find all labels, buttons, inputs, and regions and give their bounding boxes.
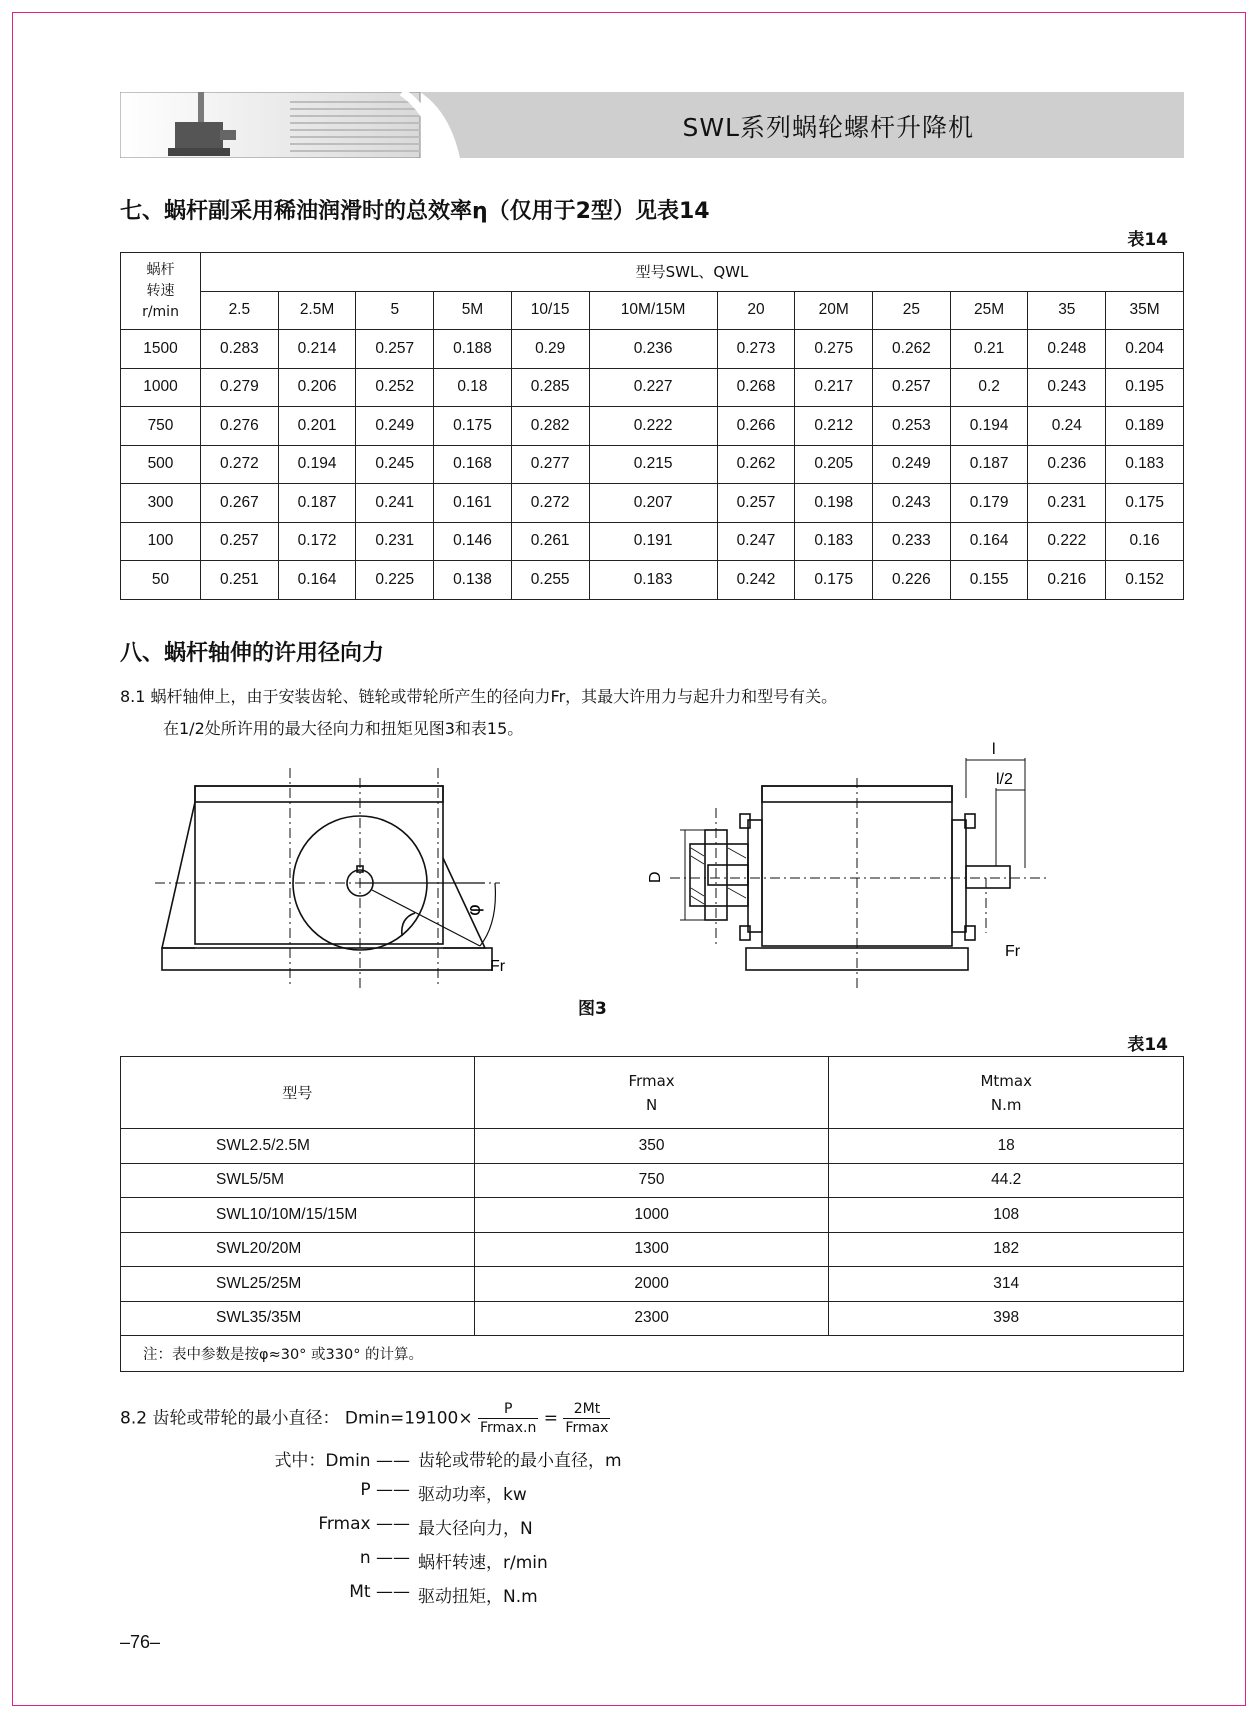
table14-label: 表14 bbox=[1127, 230, 1168, 250]
mtmax-cell: 182 bbox=[829, 1232, 1184, 1267]
frmax-cell: 350 bbox=[474, 1129, 829, 1164]
efficiency-cell: 0.29 bbox=[511, 330, 589, 369]
legend-sym: 式中：Dmin —— bbox=[274, 1451, 410, 1471]
efficiency-cell: 0.283 bbox=[201, 330, 279, 369]
efficiency-cell: 0.277 bbox=[511, 445, 589, 484]
efficiency-cell: 0.187 bbox=[278, 484, 356, 523]
efficiency-cell: 0.272 bbox=[511, 484, 589, 523]
efficiency-cell: 0.194 bbox=[950, 407, 1028, 446]
efficiency-cell: 0.183 bbox=[795, 522, 873, 561]
efficiency-cell: 0.276 bbox=[201, 407, 279, 446]
efficiency-cell: 0.204 bbox=[1106, 330, 1184, 369]
efficiency-cell: 0.172 bbox=[278, 522, 356, 561]
efficiency-cell: 0.241 bbox=[356, 484, 434, 523]
efficiency-cell: 0.222 bbox=[1028, 522, 1106, 561]
l2-label: l/2 bbox=[996, 771, 1013, 788]
efficiency-cell: 0.207 bbox=[589, 484, 717, 523]
frmax-cell: 2000 bbox=[474, 1267, 829, 1302]
efficiency-cell: 0.257 bbox=[873, 368, 951, 407]
table-row bbox=[121, 407, 1184, 446]
mtmax-cell: 314 bbox=[829, 1267, 1184, 1302]
efficiency-cell: 0.253 bbox=[873, 407, 951, 446]
efficiency-cell: 0.152 bbox=[1106, 561, 1184, 600]
legend-descriptions bbox=[418, 1446, 818, 1616]
efficiency-cell: 0.261 bbox=[511, 522, 589, 561]
efficiency-cell: 0.243 bbox=[873, 484, 951, 523]
efficiency-cell: 0.175 bbox=[795, 561, 873, 600]
efficiency-cell: 0.252 bbox=[356, 368, 434, 407]
efficiency-cell: 0.249 bbox=[873, 445, 951, 484]
figure3-caption: 图3 bbox=[578, 999, 607, 1019]
speed-cell: 100 bbox=[121, 522, 201, 561]
table15-label: 表14 bbox=[1127, 1035, 1168, 1055]
speed-cell: 1000 bbox=[121, 368, 201, 407]
speed-cell: 300 bbox=[121, 484, 201, 523]
table-row bbox=[121, 484, 1184, 523]
model-cell: SWL35/35M bbox=[121, 1301, 475, 1336]
speed-cell: 500 bbox=[121, 445, 201, 484]
efficiency-cell: 0.161 bbox=[434, 484, 512, 523]
radial-force-table bbox=[120, 1056, 1184, 1372]
l-label: l bbox=[992, 741, 996, 758]
gearbox-icon bbox=[175, 122, 223, 152]
efficiency-cell: 0.257 bbox=[717, 484, 795, 523]
efficiency-cell: 0.16 bbox=[1106, 522, 1184, 561]
efficiency-cell: 0.195 bbox=[1106, 368, 1184, 407]
efficiency-cell: 0.268 bbox=[717, 368, 795, 407]
fr-label-right: Fr bbox=[1005, 943, 1021, 960]
efficiency-cell: 0.24 bbox=[1028, 407, 1106, 446]
efficiency-cell: 0.249 bbox=[356, 407, 434, 446]
table-row bbox=[121, 330, 1184, 369]
model-cell: SWL2.5/2.5M bbox=[121, 1129, 475, 1164]
formula-8-2 bbox=[120, 1400, 610, 1437]
para-8-1-line1: 8.1 蜗杆轴伸上，由于安装齿轮、链轮或带轮所产生的径向力Fr，其最大许用力与起升力和型号有关。 bbox=[120, 687, 838, 706]
efficiency-cell: 0.155 bbox=[950, 561, 1028, 600]
table-row bbox=[121, 1198, 1184, 1233]
efficiency-cell: 0.231 bbox=[356, 522, 434, 561]
model-column-header: 2.5M bbox=[278, 291, 356, 330]
efficiency-cell: 0.248 bbox=[1028, 330, 1106, 369]
efficiency-cell: 0.262 bbox=[873, 330, 951, 369]
speed-cell: 1500 bbox=[121, 330, 201, 369]
efficiency-cell: 0.231 bbox=[1028, 484, 1106, 523]
efficiency-cell: 0.194 bbox=[278, 445, 356, 484]
right-shaft bbox=[966, 866, 1010, 888]
mtmax-cell: 398 bbox=[829, 1301, 1184, 1336]
model-cell: SWL5/5M bbox=[121, 1163, 475, 1198]
model-column-header: 20 bbox=[717, 291, 795, 330]
fraction-1: $\frac{P}{Frmax.n}$ bbox=[479, 1401, 537, 1436]
efficiency-cell: 0.251 bbox=[201, 561, 279, 600]
legend-sym: Mt —— bbox=[349, 1582, 410, 1602]
efficiency-cell: 0.21 bbox=[950, 330, 1028, 369]
efficiency-cell: 0.266 bbox=[717, 407, 795, 446]
efficiency-cell: 0.183 bbox=[1106, 445, 1184, 484]
table-note: 注：表中参数是按φ≈30° 或330° 的计算。 bbox=[121, 1336, 1184, 1372]
efficiency-cell: 0.279 bbox=[201, 368, 279, 407]
efficiency-cell: 0.146 bbox=[434, 522, 512, 561]
model-column-header: 10M/15M bbox=[589, 291, 717, 330]
section8-heading: 八、蜗杆轴伸的许用径向力 bbox=[120, 641, 385, 666]
legend-desc: 驱动功率，kw bbox=[418, 1485, 527, 1505]
mtmax-cell: 108 bbox=[829, 1198, 1184, 1233]
formula-lhs: Dmin=19100× bbox=[344, 1408, 473, 1429]
efficiency-cell: 0.201 bbox=[278, 407, 356, 446]
efficiency-cell: 0.243 bbox=[1028, 368, 1106, 407]
frmax-cell: 2300 bbox=[474, 1301, 829, 1336]
model-column-header: 35M bbox=[1106, 291, 1184, 330]
efficiency-cell: 0.222 bbox=[589, 407, 717, 446]
efficiency-cell: 0.187 bbox=[950, 445, 1028, 484]
efficiency-cell: 0.262 bbox=[717, 445, 795, 484]
efficiency-cell: 0.212 bbox=[795, 407, 873, 446]
figure3-drawing bbox=[150, 738, 1050, 988]
efficiency-cell: 0.275 bbox=[795, 330, 873, 369]
efficiency-cell: 0.189 bbox=[1106, 407, 1184, 446]
efficiency-cell: 0.206 bbox=[278, 368, 356, 407]
mtmax-cell: 44.2 bbox=[829, 1163, 1184, 1198]
efficiency-cell: 0.198 bbox=[795, 484, 873, 523]
legend-sym: n —— bbox=[359, 1548, 410, 1568]
para-8-1-line2: 在1/2处所许用的最大径向力和扭矩见图3和表15。 bbox=[163, 719, 524, 738]
model-cell: SWL10/10M/15/15M bbox=[121, 1198, 475, 1233]
efficiency-cell: 0.191 bbox=[589, 522, 717, 561]
legend-desc: 最大径向力，N bbox=[418, 1519, 533, 1539]
efficiency-cell: 0.188 bbox=[434, 330, 512, 369]
model-column-header: 35 bbox=[1028, 291, 1106, 330]
legend-desc: 齿轮或带轮的最小直径，m bbox=[418, 1451, 622, 1471]
header-model: 型号 bbox=[121, 1057, 475, 1129]
efficiency-table bbox=[120, 252, 1184, 600]
efficiency-cell: 0.267 bbox=[201, 484, 279, 523]
efficiency-cell: 0.273 bbox=[717, 330, 795, 369]
efficiency-cell: 0.255 bbox=[511, 561, 589, 600]
efficiency-cell: 0.217 bbox=[795, 368, 873, 407]
frmax-cell: 1000 bbox=[474, 1198, 829, 1233]
stub-header: 蜗杆 转速 r/min bbox=[121, 253, 201, 330]
model-column-header: 5 bbox=[356, 291, 434, 330]
efficiency-cell: 0.164 bbox=[278, 561, 356, 600]
legend-desc: 蜗杆转速，r/min bbox=[418, 1553, 548, 1573]
table-row bbox=[121, 445, 1184, 484]
efficiency-cell: 0.138 bbox=[434, 561, 512, 600]
model-column-header: 5M bbox=[434, 291, 512, 330]
speed-cell: 750 bbox=[121, 407, 201, 446]
efficiency-cell: 0.245 bbox=[356, 445, 434, 484]
table-row bbox=[121, 1163, 1184, 1198]
speed-cell: 50 bbox=[121, 561, 201, 600]
legend-sym: P —— bbox=[360, 1480, 410, 1500]
frmax-cell: 1300 bbox=[474, 1232, 829, 1267]
model-group-header: 型号SWL、QWL bbox=[201, 253, 1184, 292]
mtmax-cell: 18 bbox=[829, 1129, 1184, 1164]
frmax-cell: 750 bbox=[474, 1163, 829, 1198]
efficiency-cell: 0.282 bbox=[511, 407, 589, 446]
efficiency-cell: 0.183 bbox=[589, 561, 717, 600]
section7-heading: 七、蜗杆副采用稀油润滑时的总效率η（仅用于2型）见表14 bbox=[120, 199, 710, 224]
screw-icon bbox=[198, 92, 204, 124]
table-row bbox=[121, 1232, 1184, 1267]
table-row bbox=[121, 1301, 1184, 1336]
efficiency-cell: 0.233 bbox=[873, 522, 951, 561]
banner-graphic bbox=[120, 92, 1184, 158]
d-label: D bbox=[647, 871, 664, 883]
model-column-header: 20M bbox=[795, 291, 873, 330]
table-row bbox=[121, 561, 1184, 600]
efficiency-cell: 0.175 bbox=[1106, 484, 1184, 523]
model-column-header: 25 bbox=[873, 291, 951, 330]
left-gear bbox=[690, 844, 748, 906]
efficiency-cell: 0.205 bbox=[795, 445, 873, 484]
efficiency-cell: 0.215 bbox=[589, 445, 717, 484]
left-base bbox=[162, 948, 492, 970]
legend-desc: 驱动扭矩，N.m bbox=[418, 1587, 538, 1607]
header-mtmax: Mtmax N.m bbox=[829, 1057, 1184, 1129]
model-cell: SWL25/25M bbox=[121, 1267, 475, 1302]
efficiency-cell: 0.216 bbox=[1028, 561, 1106, 600]
efficiency-cell: 0.225 bbox=[356, 561, 434, 600]
legend-sym: Frmax —— bbox=[318, 1514, 410, 1534]
efficiency-cell: 0.164 bbox=[950, 522, 1028, 561]
efficiency-cell: 0.18 bbox=[434, 368, 512, 407]
efficiency-cell: 0.257 bbox=[201, 522, 279, 561]
efficiency-cell: 0.2 bbox=[950, 368, 1028, 407]
efficiency-cell: 0.227 bbox=[589, 368, 717, 407]
fr-label-left: Fr bbox=[490, 958, 506, 975]
efficiency-cell: 0.236 bbox=[1028, 445, 1106, 484]
table-row bbox=[121, 1267, 1184, 1302]
efficiency-cell: 0.285 bbox=[511, 368, 589, 407]
header-frmax: Frmax N bbox=[474, 1057, 829, 1129]
efficiency-cell: 0.272 bbox=[201, 445, 279, 484]
table-row bbox=[121, 368, 1184, 407]
legend-symbols bbox=[160, 1446, 410, 1616]
table-row bbox=[121, 1129, 1184, 1164]
page-number: –76– bbox=[120, 1632, 161, 1652]
efficiency-cell: 0.179 bbox=[950, 484, 1028, 523]
banner-title: SWL系列蜗轮螺杆升降机 bbox=[682, 113, 974, 142]
model-column-header: 2.5 bbox=[201, 291, 279, 330]
header-banner bbox=[120, 92, 1184, 158]
efficiency-cell: 0.175 bbox=[434, 407, 512, 446]
formula-label: 8.2 齿轮或带轮的最小直径： bbox=[120, 1408, 340, 1429]
phi-label: φ bbox=[464, 904, 485, 916]
efficiency-cell: 0.247 bbox=[717, 522, 795, 561]
efficiency-cell: 0.226 bbox=[873, 561, 951, 600]
formula-eq: = bbox=[543, 1408, 559, 1429]
efficiency-cell: 0.236 bbox=[589, 330, 717, 369]
table-row bbox=[121, 522, 1184, 561]
efficiency-cell: 0.257 bbox=[356, 330, 434, 369]
efficiency-cell: 0.168 bbox=[434, 445, 512, 484]
efficiency-cell: 0.242 bbox=[717, 561, 795, 600]
fraction-2: $\frac{2Mt}{Frmax}$ bbox=[565, 1401, 609, 1436]
model-column-header: 25M bbox=[950, 291, 1028, 330]
model-cell: SWL20/20M bbox=[121, 1232, 475, 1267]
efficiency-cell: 0.214 bbox=[278, 330, 356, 369]
model-column-header: 10/15 bbox=[511, 291, 589, 330]
